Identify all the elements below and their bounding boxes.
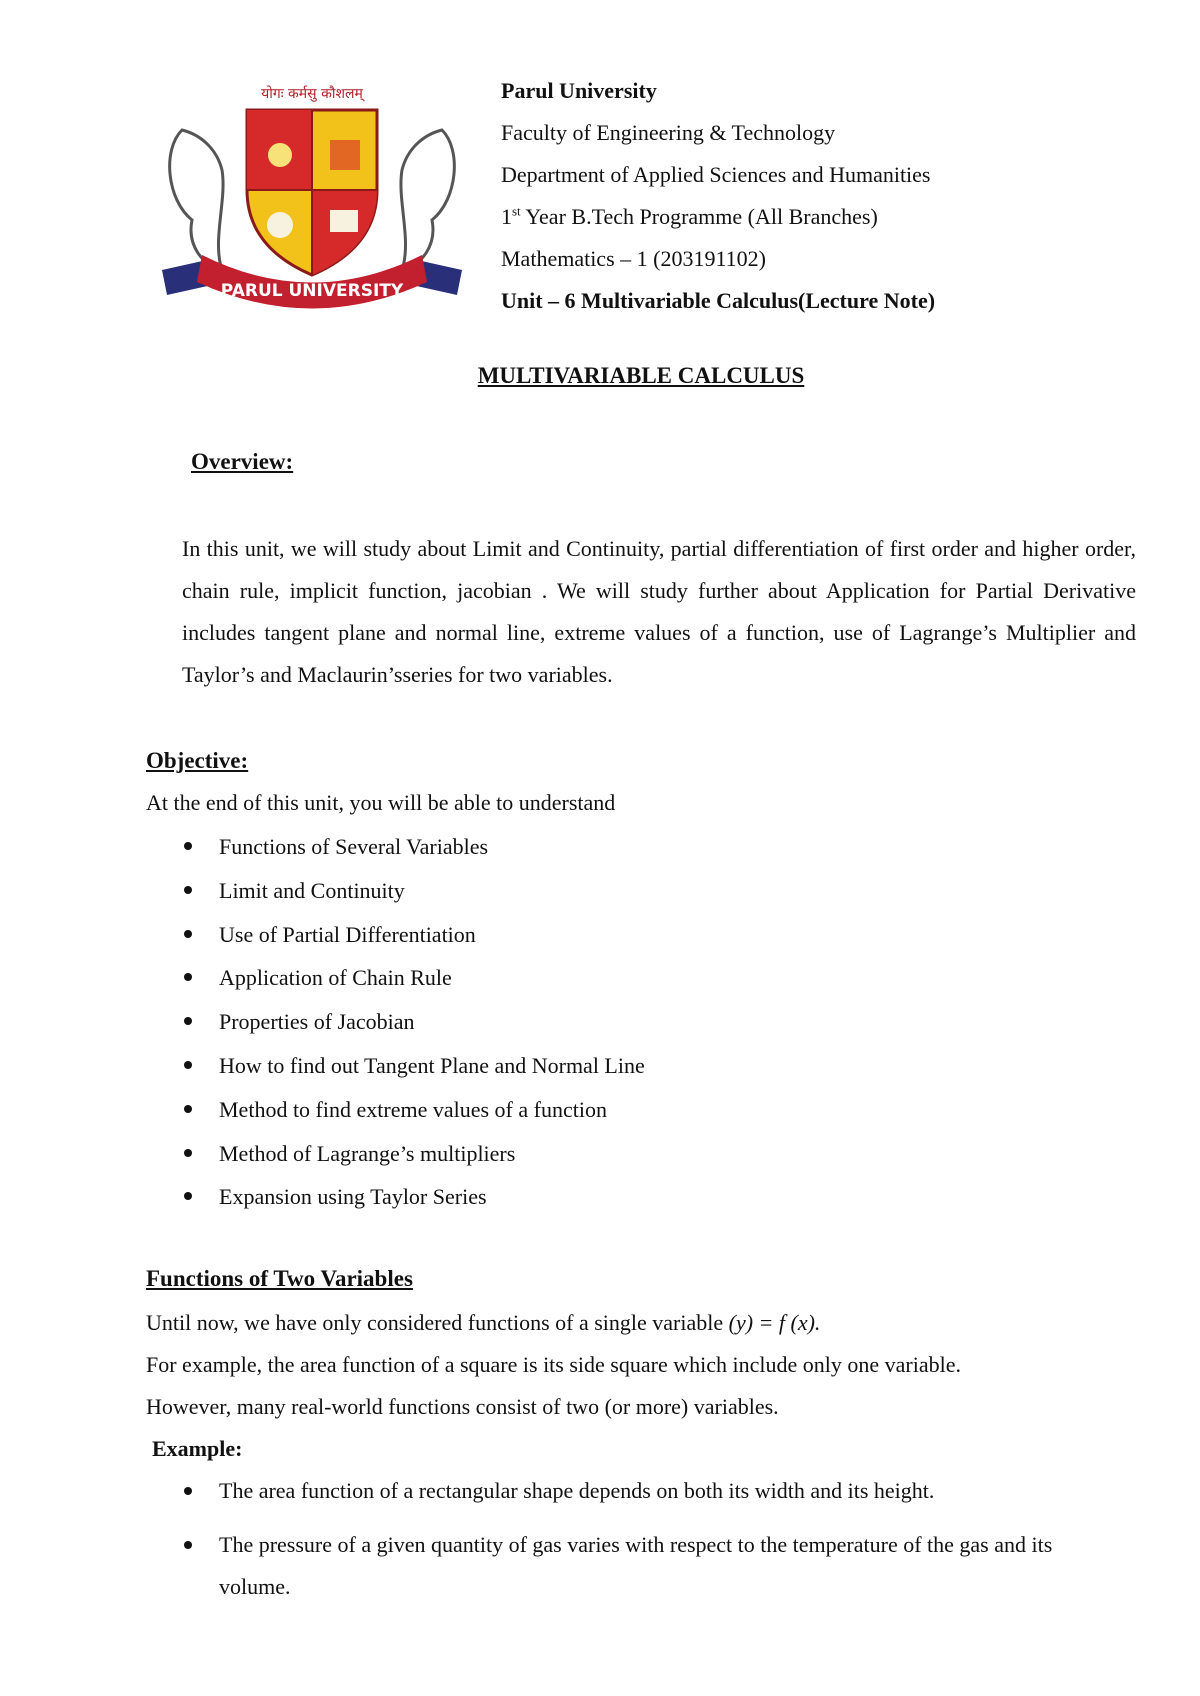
bullet-icon (184, 1017, 192, 1025)
logo-banner-text: PARUL UNIVERSITY (220, 281, 404, 301)
left-lion-icon (170, 130, 223, 270)
bullet-icon (184, 886, 192, 894)
functions-line-1: Until now, we have only considered functions of a single variable (y) = f (x). (146, 1310, 821, 1335)
overview-heading: Overview: (191, 449, 294, 474)
function-notation: (y) = f (x). (728, 1310, 821, 1335)
header-info (501, 70, 1141, 322)
logo-emblem (152, 70, 472, 315)
course-line: Mathematics – 1 (203191102) (501, 246, 766, 271)
functions-heading: Functions of Two Variables (146, 1266, 413, 1291)
list-item: Expansion using Taylor Series (146, 1182, 645, 1226)
list-item: Method of Lagrange’s multipliers (146, 1139, 645, 1183)
bullet-icon (184, 1105, 192, 1113)
bullet-icon (184, 1541, 192, 1549)
book-icon (330, 210, 358, 232)
department-name: Department of Applied Sciences and Humanities (501, 162, 931, 187)
faculty-name: Faculty of Engineering & Technology (501, 120, 836, 145)
unit-line: Unit – 6 Multivariable Calculus(Lecture Note) (501, 288, 936, 313)
list-item: Application of Chain Rule (146, 963, 645, 1007)
list-item: How to find out Tangent Plane and Normal Line (146, 1051, 645, 1095)
list-item: The area function of a rectangular shape depends on both its width and its height. (146, 1470, 1099, 1512)
list-item: Method to find extreme values of a function (146, 1095, 645, 1139)
list-item: Use of Partial Differentiation (146, 920, 645, 964)
programme-line: 1st Year B.Tech Programme (All Branches) (501, 203, 878, 229)
bullet-icon (184, 930, 192, 938)
functions-line-3: However, many real-world functions consist of two (or more) variables. (146, 1394, 779, 1419)
bullet-icon (184, 1487, 192, 1495)
lotus-icon (267, 212, 293, 238)
university-logo (152, 70, 472, 315)
functions-line-2: For example, the area function of a square is its side square which include only one variable. (146, 1352, 961, 1377)
objective-intro: At the end of this unit, you will be able to understand (146, 790, 616, 815)
family-icon (330, 140, 360, 170)
right-lion-icon (401, 130, 454, 270)
lamp-icon (268, 143, 292, 167)
university-name: Parul University (501, 78, 657, 103)
example-list (146, 1470, 1099, 1620)
bullet-icon (184, 1192, 192, 1200)
page-title: MULTIVARIABLE CALCULUS (477, 363, 805, 388)
bullet-icon (184, 1061, 192, 1069)
bullet-icon (184, 842, 192, 850)
example-heading: Example: (152, 1436, 243, 1461)
bullet-icon (184, 973, 192, 981)
list-item: The pressure of a given quantity of gas varies with respect to the temperature of the gas and its volume. (146, 1524, 1099, 1608)
list-item: Functions of Several Variables (146, 832, 645, 876)
logo-motto: योगः कर्मसु कौशलम् (261, 86, 363, 102)
objective-list (146, 832, 645, 1226)
list-item: Limit and Continuity (146, 876, 645, 920)
objective-heading: Objective: (146, 748, 249, 773)
list-item: Properties of Jacobian (146, 1007, 645, 1051)
overview-paragraph: In this unit, we will study about Limit and Continuity, partial differentiation of first order and higher order, chain rule, implicit function, jacobian . We will study further about Application for Partial Derivative includes tangent plane and normal line, extreme values of a function, use of Lagrange’s Multiplier and Taylor’s and Maclaurin’sseries for two variables. (182, 536, 1136, 687)
bullet-icon (184, 1149, 192, 1157)
